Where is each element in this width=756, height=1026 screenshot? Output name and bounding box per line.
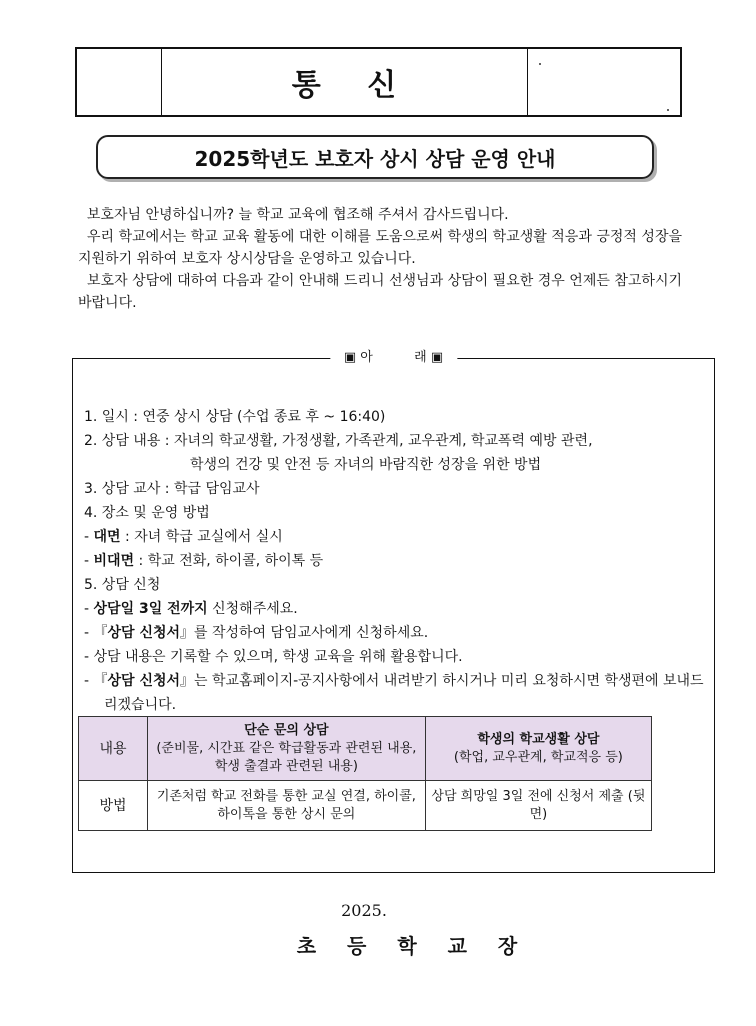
- list-item: 4. 장소 및 운영 방법: [84, 505, 210, 521]
- intro-paragraph: 보호자 상담에 대하여 다음과 같이 안내해 드리니 선생님과 상담이 필요한 경우 언제든 참고하시기 바랍니다.: [78, 273, 682, 311]
- list-item: - 상담일 3일 전까지 신청해주세요.: [84, 601, 298, 617]
- principal-signature: 초 등 학 교 장: [296, 934, 530, 958]
- intro-paragraph: 우리 학교에서는 학교 교육 활동에 대한 이해를 도움으로써 학생의 학교생활 적응과 긍정적 성장을 지원하기 위하여 보호자 상시상담을 운영하고 있습니다.: [78, 229, 682, 267]
- list-item: - 상담 내용은 기록할 수 있으며, 학생 교육을 위해 활용합니다.: [84, 649, 463, 665]
- table-cell: 학생의 학교생활 상담 (학업, 교우관계, 학교적응 등): [425, 717, 651, 781]
- mark-dot: [667, 109, 669, 111]
- list-item: - 대면 : 자녀 학급 교실에서 실시: [84, 529, 283, 545]
- table-row: [79, 717, 652, 781]
- header-cell-left: [77, 49, 162, 115]
- intro-text: [78, 204, 682, 314]
- list-item: 2. 상담 내용 : 자녀의 학교생활, 가정생활, 가족관계, 교우관계, 학교폭력 예방 관련,: [84, 433, 593, 449]
- consultation-table: [78, 716, 652, 831]
- date: 2025.: [341, 901, 387, 920]
- list-item: 학생의 건강 및 안전 등 자녀의 바람직한 성장을 위한 방법: [190, 457, 542, 473]
- list-item: - 비대면 : 학교 전화, 하이콜, 하이톡 등: [84, 553, 324, 569]
- header-box: [75, 47, 682, 117]
- table-row: [79, 781, 652, 831]
- table-cell: 단순 문의 상담 (준비물, 시간표 같은 학급활동과 관련된 내용, 학생 출결과 관련된 내용): [147, 717, 425, 781]
- table-cell: 방법: [79, 781, 148, 831]
- notice-label: ▣ 아 래 ▣: [330, 349, 457, 367]
- list-item: - 『상담 신청서』를 작성하여 담임교사에게 신청하세요.: [84, 625, 429, 641]
- list-item: 5. 상담 신청: [84, 577, 161, 593]
- page-title: 통 신: [291, 68, 415, 103]
- table-cell: 상담 희망일 3일 전에 신청서 제출 (뒷면): [425, 781, 651, 831]
- table-cell: 기존처럼 학교 전화를 통한 교실 연결, 하이콜, 하이톡을 통한 상시 문의: [147, 781, 425, 831]
- table-cell: 내용: [79, 717, 148, 781]
- mark-dot: [539, 63, 541, 65]
- list-item: - 『상담 신청서』는 학교홈페이지-공지사항에서 내려받기 하시거나 미리 요청하시면 학생편에 보내드리겠습니다.: [84, 673, 704, 713]
- list-item: 3. 상담 교사 : 학급 담임교사: [84, 481, 260, 497]
- document-title: 2025학년도 보호자 상시 상담 운영 안내: [96, 135, 654, 179]
- intro-paragraph: 보호자님 안녕하십니까? 늘 학교 교육에 협조해 주셔서 감사드립니다.: [86, 207, 509, 223]
- notice-items: [84, 405, 714, 717]
- list-item: 1. 일시 : 연중 상시 상담 (수업 종료 후 ~ 16:40): [84, 409, 386, 425]
